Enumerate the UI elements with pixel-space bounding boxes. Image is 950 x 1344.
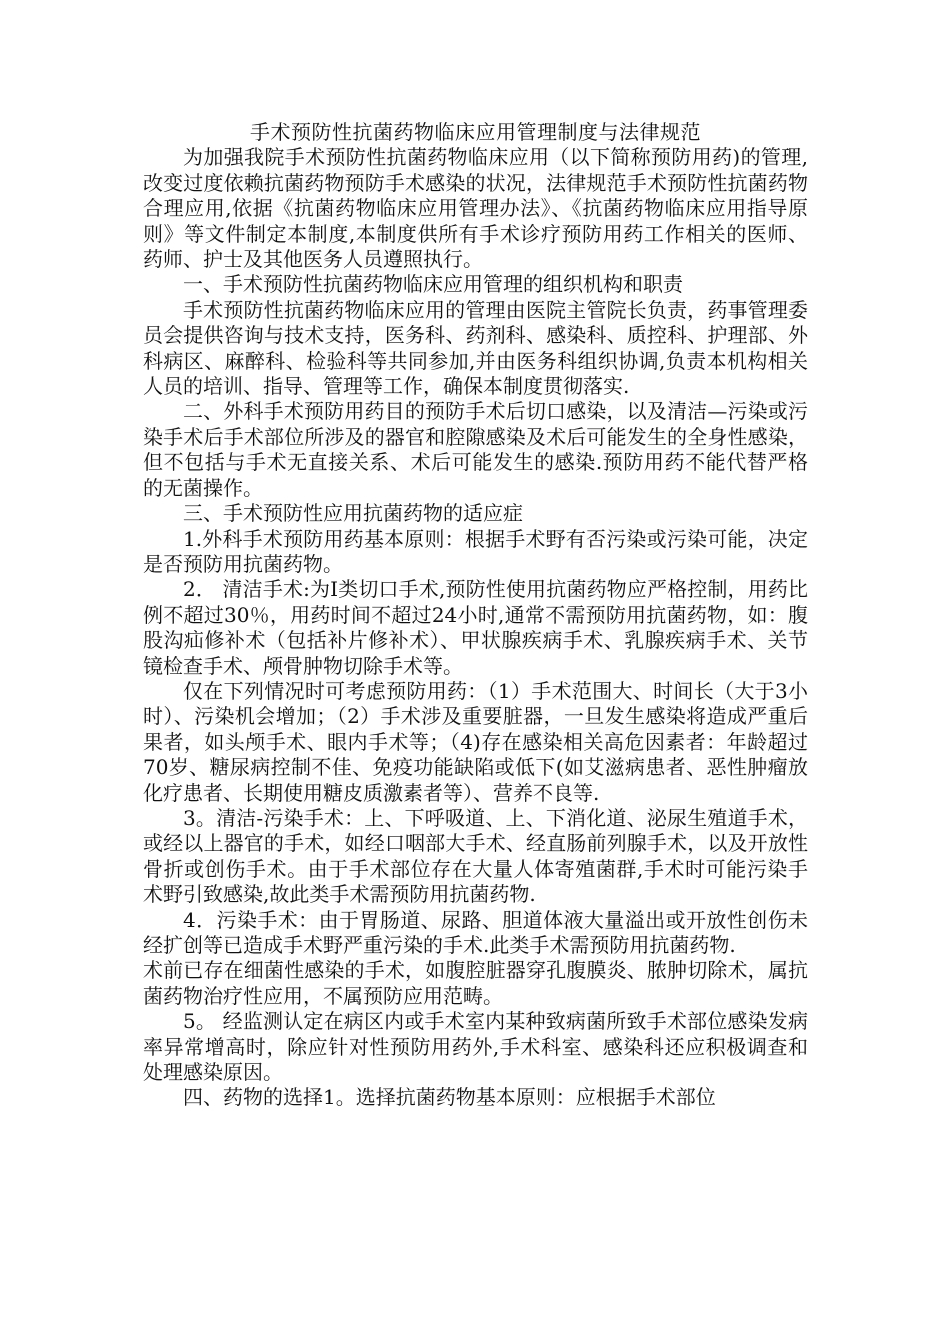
paragraph-clean-contaminated: 3。清洁-污染手术：上、下呼吸道、上、下消化道、泌尿生殖道手术，或经以上器官的手术，如经口咽部大手术、经直肠前列腺手术，以及开放性骨折或创伤手术。由于手术部位存在大量人体寄殖菌群,手术时可能污染手术野引致感染,故此类手术需预防用抗菌药物. xyxy=(143,805,808,907)
paragraph-contaminated: 4．污染手术：由于胃肠道、尿路、胆道体液大量溢出或开放性创伤未经扩创等已造成手术野严重污染的手术.此类手术需预防用抗菌药物. xyxy=(143,907,808,957)
section-heading-4: 四、药物的选择1。选择抗菌药物基本原则：应根据手术部位 xyxy=(183,1085,716,1110)
section-heading-2: 二、外科手术预防用药目的预防手术后切口感染，以及清洁—污染或污染手术后手术部位所涉及的器官和腔隙感染及术后可能发生的全身性感染，但不包括与手术无直接关系、术后可能发生的感染.预防用药不能代替严格的无菌操作。 xyxy=(143,399,808,500)
paragraph-infected: 术前已存在细菌性感染的手术，如腹腔脏器穿孔腹膜炎、脓肿切除术，属抗菌药物治疗性应用，不属预防应用范畴。 xyxy=(143,958,808,1008)
paragraph-intro: 为加强我院手术预防性抗菌药物临床应用（以下简称预防用药)的管理,改变过度依赖抗菌药物预防手术感染的状况，法律规范手术预防性抗菌药物合理应用,依据《抗菌药物临床应用管理办法》、《抗菌药物临床应用指导原则》等文件制定本制度,本制度供所有手术诊疗预防用药工作相关的医师、药师、护士及其他医务人员遵照执行。 xyxy=(143,145,808,272)
paragraph-conditions: 仅在下列情况时可考虑预防用药：（1）手术范围大、时间长（大于3小时）、污染机会增加；（2）手术涉及重要脏器，一旦发生感染将造成严重后果者，如头颅手术、眼内手术等；（4)存在感染相关高危因素者：年龄超过70岁、糖尿病控制不佳、免疫功能缺陷或低下(如艾滋病患者、恶性肿瘤放化疗患者、长期使用糖皮质激素者等）、营养不良等. xyxy=(143,678,808,805)
document-body xyxy=(143,120,808,1111)
paragraph-principle-1: 1.外科手术预防用药基本原则：根据手术野有否污染或污染可能，决定是否预防用抗菌药物。 xyxy=(143,526,808,576)
section-heading-3: 三、手术预防性应用抗菌药物的适应症 xyxy=(183,501,523,526)
section-heading-1: 一、手术预防性抗菌药物临床应用管理的组织机构和职责 xyxy=(183,272,683,297)
paragraph-monitoring: 5。 经监测认定在病区内或手术室内某种致病菌所致手术部位感染发病率异常增高时，除应针对性预防用药外,手术科室、感染科还应积极调查和处理感染原因。 xyxy=(143,1009,808,1085)
paragraph-organization: 手术预防性抗菌药物临床应用的管理由医院主管院长负责，药事管理委员会提供咨询与技术支持，医务科、药剂科、感染科、质控科、护理部、外科病区、麻醉科、检验科等共同参加,并由医务科组织协调,负责本机构相关人员的培训、指导、管理等工作，确保本制度贯彻落实. xyxy=(143,297,808,399)
paragraph-clean-surgery: 2． 清洁手术:为Ⅰ类切口手术,预防性使用抗菌药物应严格控制，用药比例不超过30％，用药时间不超过24小时,通常不需预防用抗菌药物，如：腹股沟疝修补术（包括补片修补术）、甲状腺疾病手术、乳腺疾病手术、关节镜检查手术、颅骨肿物切除手术等。 xyxy=(143,577,808,678)
document-title: 手术预防性抗菌药物临床应用管理制度与法律规范 xyxy=(250,120,701,144)
